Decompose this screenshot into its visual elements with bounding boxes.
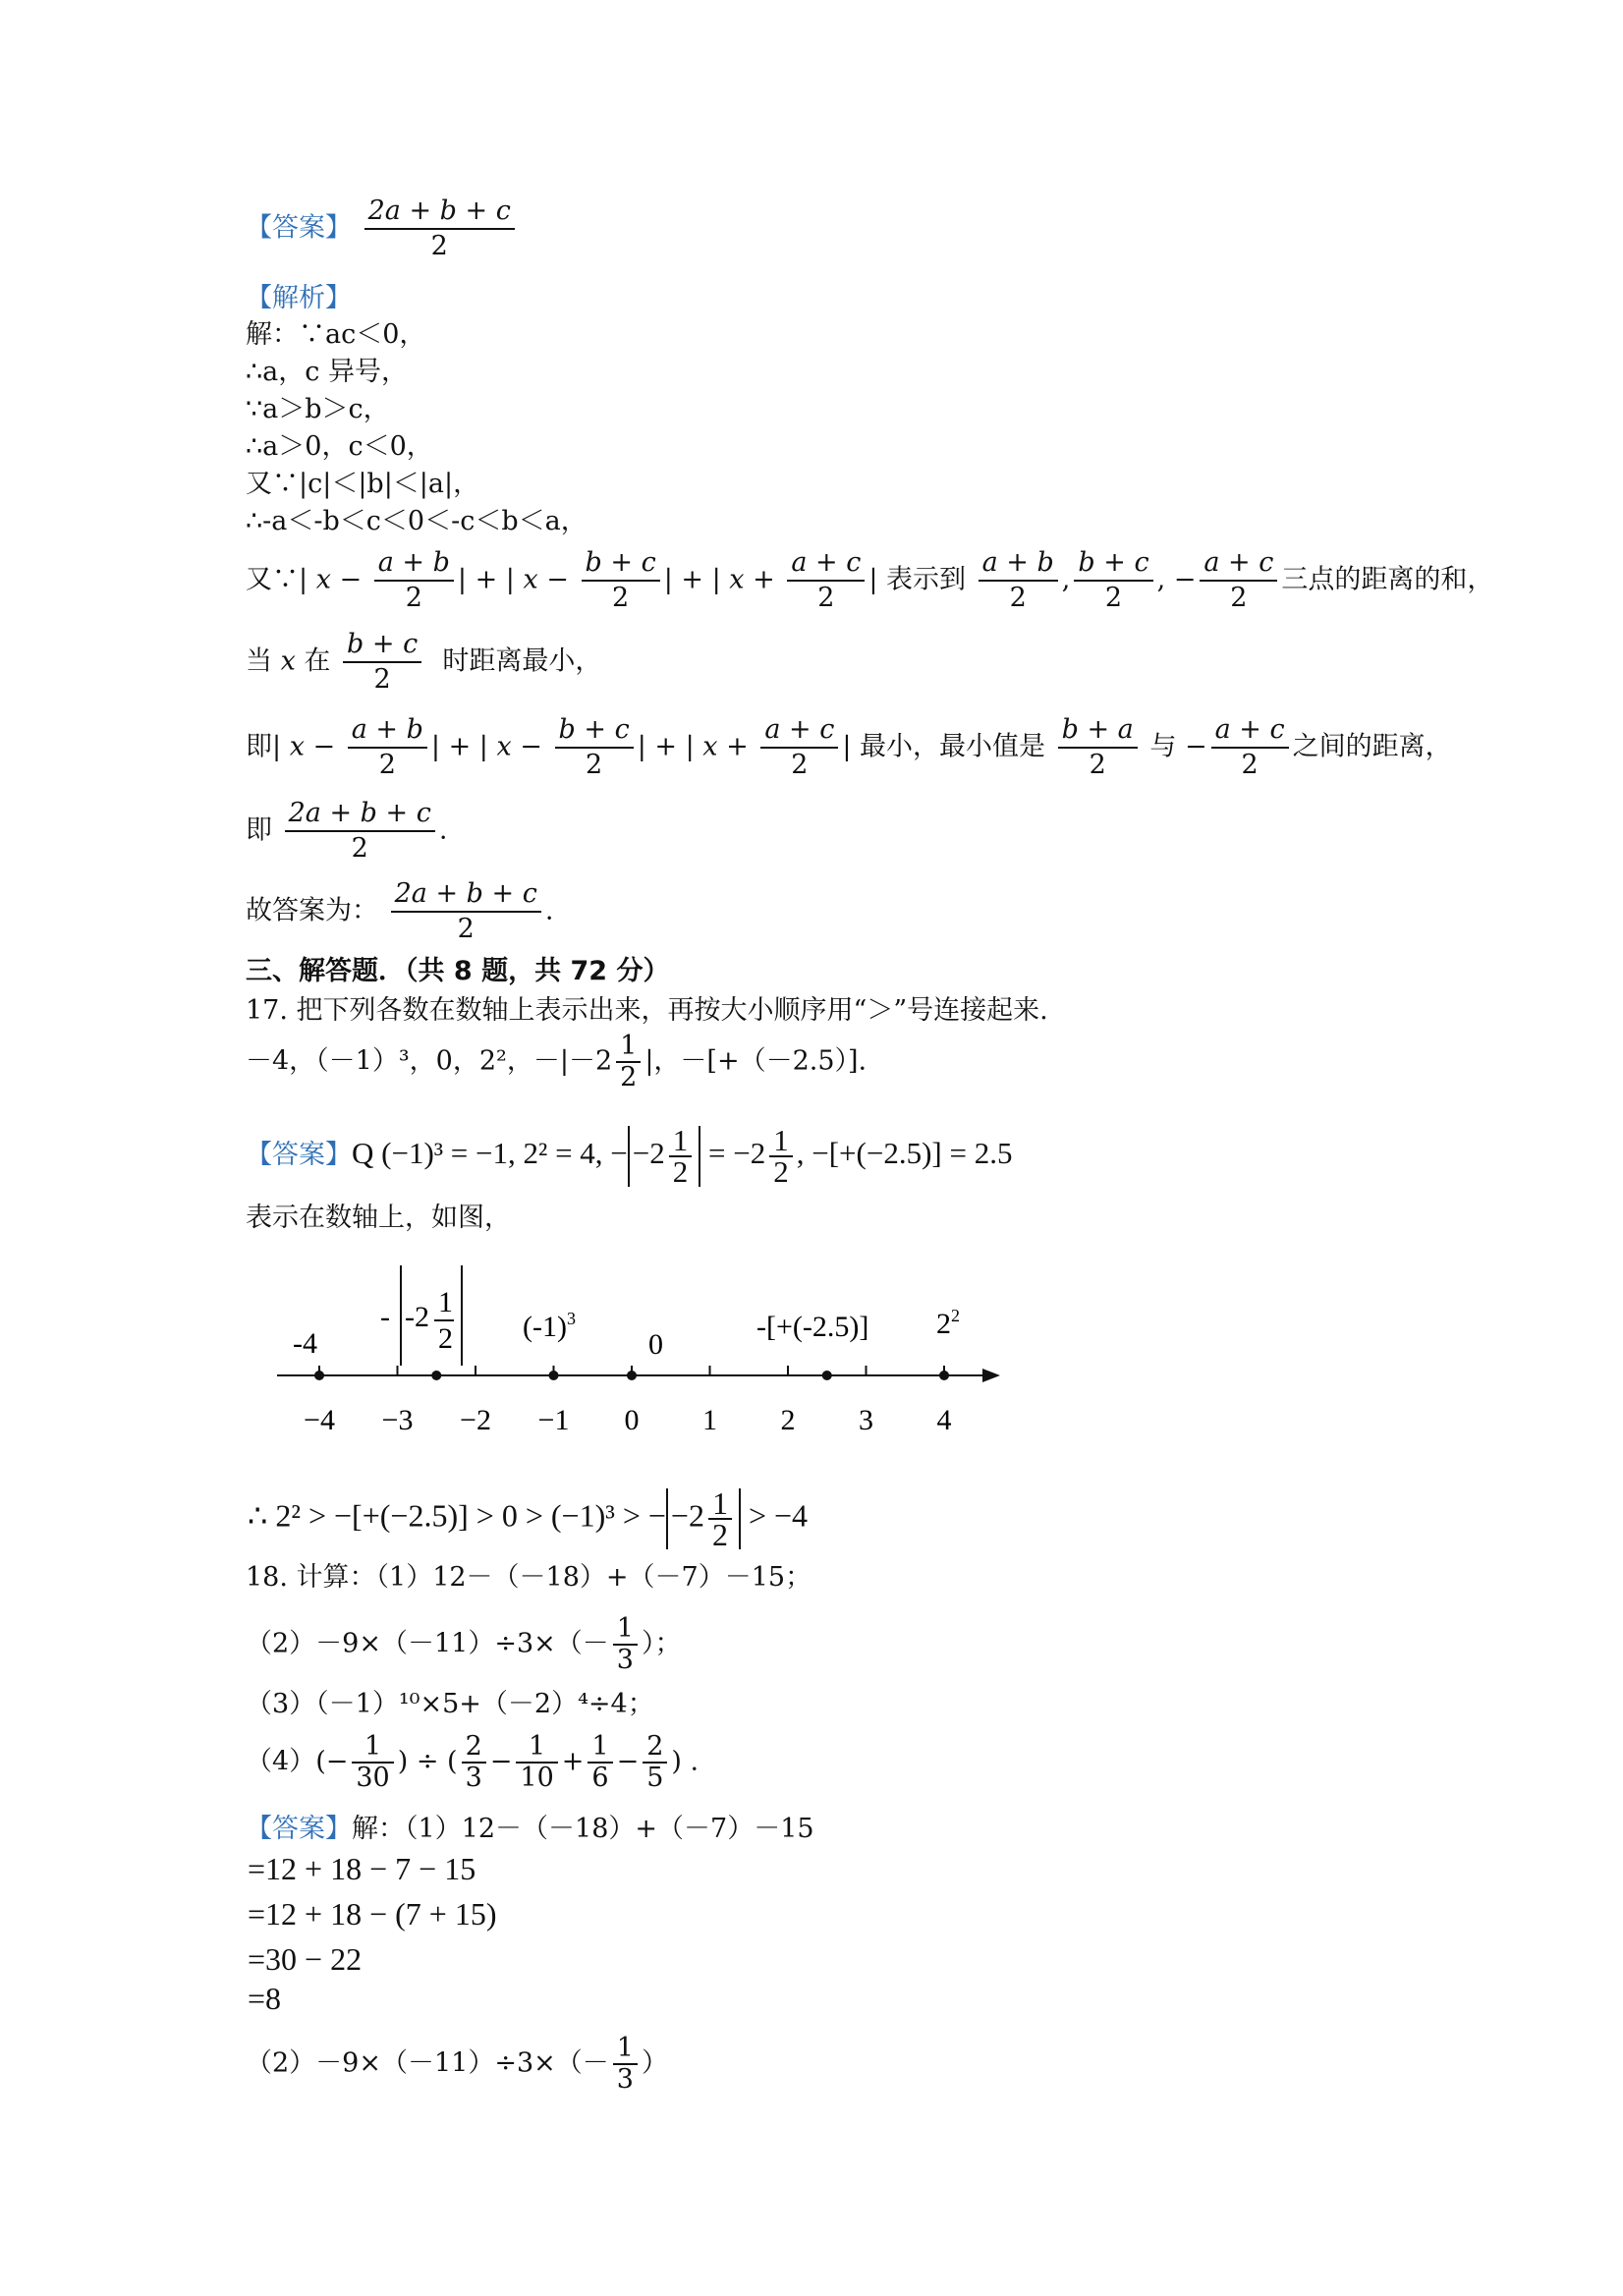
label-zero: 0 <box>648 1328 663 1361</box>
number-point <box>431 1371 441 1380</box>
axis-tick-label: −2 <box>460 1404 491 1436</box>
svg-text:2: 2 <box>438 1322 453 1355</box>
q17-numbers: －4，（－1）³，0，2²，－|－2 $\frac{1}{2}$ |，－[+（－2.5）]. <box>246 1031 867 1092</box>
q18-line-3: （3）（－1）¹⁰×5+（－2）⁴÷4； <box>246 1689 654 1719</box>
svg-text:-2: -2 <box>405 1301 429 1333</box>
distance-sum-line: 又∵| x − $\frac{a + b}{2}$ | + | x − $\frac{b + c}{2}$ | + | x + $\frac{a + c}{2}$ | 表示到 $\frac{a + b}{2}$ , $\frac{b + c}{2}$ , − $\frac{a + c}{2}$ 三点的距离的和， <box>246 547 1494 613</box>
step-4: ∴a＞0，c＜0， <box>246 431 433 462</box>
number-point <box>822 1371 832 1380</box>
q18-step-4: =8 <box>248 1981 282 2016</box>
section-heading: 三、解答题．（共 8 题，共 72 分） <box>246 956 670 986</box>
analysis-tag-line <box>246 281 352 316</box>
svg-text:1: 1 <box>438 1286 453 1318</box>
q18-step-2: =12 + 18 − (7 + 15) <box>248 1896 497 1932</box>
step-3: ∵a＞b＞c， <box>246 394 390 424</box>
label-2-squared: $2^2$ <box>936 1306 960 1340</box>
q17-text: 17. 把下列各数在数轴上表示出来，再按大小顺序用“＞”号连接起来. <box>246 995 1048 1026</box>
step-1: 解：∵ac＜0， <box>246 319 426 350</box>
q18-line-2: （2）－9×（－11）÷3×（－ $\frac{1}{3}$ ）； <box>246 1613 682 1675</box>
q18-step-1: =12 + 18 − 7 − 15 <box>248 1851 476 1886</box>
answer-tag: 【答案】 <box>246 212 352 244</box>
label-abs-minus-2-half <box>380 1265 462 1366</box>
step-5: 又∵|c|＜|b|＜|a|， <box>246 469 480 499</box>
answer-line <box>246 195 519 263</box>
axis-tick-label: 4 <box>936 1404 952 1436</box>
number-point <box>939 1371 949 1380</box>
q18-line-1: 18. 计算：（1）12－（－18）+（－7）－15； <box>246 1562 812 1593</box>
q18-part2-line: （2）－9×（－11）÷3×（－ $\frac{1}{3}$ ） <box>246 2033 668 2095</box>
label-neg-plus-2-5: -[+(-2.5)] <box>756 1311 869 1343</box>
q17-conclusion: ∴ 2² > −[+(−2.5)] > 0 > (−1)³ > − −2 $\frac{1}{2}$ > −4 <box>248 1485 809 1552</box>
axis-tick-label: −3 <box>381 1404 414 1436</box>
step-2: ∴a，c 异号， <box>246 357 408 387</box>
svg-text:-: - <box>380 1301 390 1333</box>
q18-line-4: （4）(− $\frac{1}{30}$ ) ÷ ( $\frac{2}{3}$ − $\frac{1}{10}$ + $\frac{1}{6}$ − $\frac{2}{5}$ ) . <box>246 1731 700 1793</box>
result-line: 即 $\frac{2a + b + c}{2}$ . <box>246 798 448 864</box>
final-answer-line: 故答案为： $\frac{2a + b + c}{2}$ . <box>246 878 554 944</box>
q18-step-3: =30 − 22 <box>248 1941 363 1977</box>
number-point <box>314 1371 324 1380</box>
number-line-figure <box>265 1258 1012 1454</box>
axis-tick-label: 0 <box>624 1404 640 1436</box>
axis-tick-label: 2 <box>780 1404 796 1436</box>
min-value-line: 即| x − $\frac{a + b}{2}$ | + | x − $\frac{b + c}{2}$ | + | x + $\frac{a + c}{2}$ | 最小，最小值是 $\frac{b + a}{2}$ 与 − $\frac{a + c}{2}$ 之间的距离， <box>246 714 1452 780</box>
q17-show: 表示在数轴上，如图， <box>246 1203 511 1233</box>
axis-arrow <box>982 1369 1000 1382</box>
axis-tick-label: −1 <box>537 1404 570 1436</box>
step-6: ∴-a＜-b＜c＜0＜-c＜b＜a， <box>246 506 588 536</box>
label-neg1-cubed: $(-1)^3$ <box>523 1309 576 1343</box>
label-minus-4: -4 <box>293 1327 317 1360</box>
analysis-tag: 【解析】 <box>246 283 352 313</box>
q18-answer: 【答案】解：（1）12－（－18）+（－7）－15 <box>246 1814 814 1844</box>
axis-tick-labels <box>304 1404 951 1436</box>
axis-tick-label: 3 <box>859 1404 873 1436</box>
min-position-line: 当 x 在 $\frac{b + c}{2}$ 时距离最小， <box>246 629 602 695</box>
answer-fraction: $\frac{2a + b + c}{2}$ <box>364 195 515 263</box>
number-point <box>627 1371 637 1380</box>
axis-tick-label: −4 <box>304 1404 335 1436</box>
q17-answer: 【答案】Q (−1)³ = −1, 2² = 4, − −2 $\frac{1}{2}$ = −2 $\frac{1}{2}$ , −[+(−2.5)] = 2.5 <box>246 1123 1013 1189</box>
axis-tick-label: 1 <box>702 1404 717 1436</box>
number-point <box>549 1371 559 1380</box>
